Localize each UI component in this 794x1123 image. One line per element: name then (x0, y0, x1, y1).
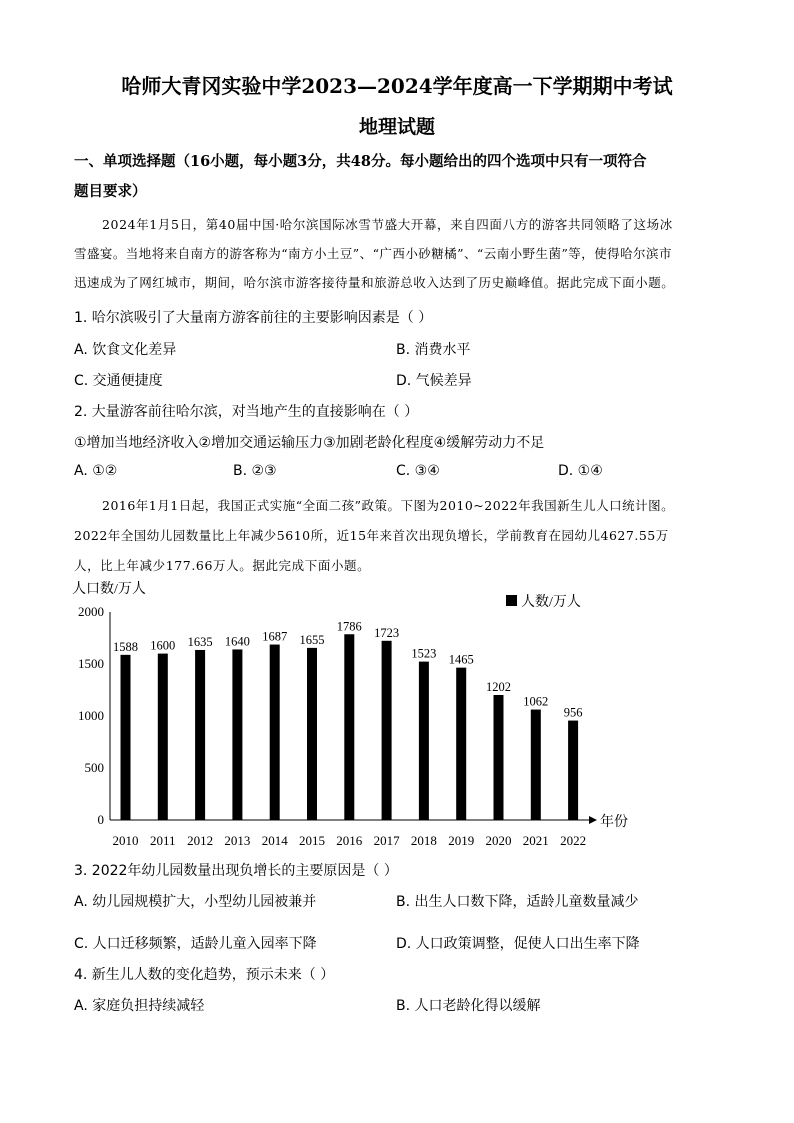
y-tick-label: 0 (97, 812, 104, 827)
x-tick-label: 2021 (522, 833, 549, 848)
x-axis-label: 年份 (600, 815, 628, 830)
question-3-stem: 3. 2022年幼儿园数量出现负增长的主要原因是（ ） (74, 863, 398, 879)
passage1-line: 迅速成为了网红城市，期间，哈尔滨市游客接待量和旅游总收入达到了历史巅峰值。据此完成下面小题。 (74, 275, 675, 290)
bar-2022 (568, 721, 578, 820)
data-label-2016: 1786 (336, 619, 362, 634)
bar-2014 (270, 645, 280, 820)
q1-option-b[interactable]: B. 消费水平 (396, 342, 471, 358)
q3-option-a[interactable]: A. 幼儿园规模扩大，小型幼儿园被兼并 (74, 894, 317, 910)
x-tick-label: 2020 (485, 833, 512, 848)
y-tick-label: 500 (84, 760, 104, 775)
q2-option-d[interactable]: D. ①④ (558, 463, 603, 479)
section-heading-cont: 题目要求） (74, 183, 147, 200)
q2-option-b[interactable]: B. ②③ (233, 463, 277, 479)
data-label-2017: 1723 (374, 625, 400, 640)
x-tick-label: 2014 (261, 833, 288, 848)
passage1-line: 雪盛宴。当地将来自南方的游客称为“南方小土豆”、“广西小砂糖橘”、“云南小野生菌”等，使得哈尔滨市 (74, 246, 672, 261)
question-2-stem: 2. 大量游客前往哈尔滨，对当地产生的直接影响在（ ） (74, 404, 419, 420)
data-label-2010: 1588 (113, 639, 138, 654)
x-tick-label: 2011 (150, 833, 176, 848)
bar-2021 (531, 710, 541, 820)
question-4-stem: 4. 新生儿人数的变化趋势，预示未来（ ） (74, 967, 335, 983)
passage2-line: 2022年全国幼儿园数量比上年减少5610所，近15年来首次出现负增长，学前教育在园幼儿4627.55万 (74, 528, 669, 543)
y-tick-label: 1000 (78, 708, 104, 723)
page-title: 哈师大青冈实验中学2023—2024学年度高一下学期期中考试 (121, 74, 673, 98)
newborn-population-bar-chart (66, 578, 646, 850)
page-subtitle: 地理试题 (358, 116, 435, 138)
bar-2010 (121, 655, 131, 820)
q1-option-a[interactable]: A. 饮食文化差异 (74, 342, 177, 358)
y-tick-label: 2000 (78, 604, 104, 619)
passage2-line: 2016年1月1日起，我国正式实施“全面二孩”政策。下图为2010~2022年我国新生儿人口统计图。 (102, 498, 675, 513)
q2-option-a[interactable]: A. ①② (74, 463, 118, 479)
bar-2020 (494, 695, 504, 820)
data-label-2022: 956 (563, 705, 583, 720)
x-tick-label: 2018 (410, 833, 437, 848)
passage2-line: 人，比上年减少177.66万人。据此完成下面小题。 (74, 558, 371, 573)
bar-2012 (195, 650, 205, 820)
data-label-2019: 1465 (448, 652, 474, 667)
data-label-2013: 1640 (224, 634, 250, 649)
x-tick-label: 2022 (560, 833, 587, 848)
x-tick-label: 2010 (112, 833, 139, 848)
section-heading: 一、单项选择题（16小题，每小题3分，共48分。每小题给出的四个选项中只有一项符合 (74, 153, 647, 170)
bar-2019 (456, 668, 466, 820)
x-tick-label: 2019 (448, 833, 475, 848)
question-2-statements: ①增加当地经济收入②增加交通运输压力③加剧老龄化程度④缓解劳动力不足 (74, 435, 545, 451)
x-tick-label: 2016 (336, 833, 363, 848)
legend-label: 人数/万人 (521, 595, 581, 610)
bar-2013 (232, 649, 242, 820)
data-label-2018: 1523 (411, 646, 437, 661)
x-tick-label: 2012 (187, 833, 214, 848)
data-label-2012: 1635 (187, 634, 213, 649)
y-tick-label: 1500 (78, 656, 104, 671)
x-tick-label: 2017 (373, 833, 400, 848)
q1-option-d[interactable]: D. 气候差异 (396, 373, 472, 389)
q3-option-d[interactable]: D. 人口政策调整，促使人口出生率下降 (396, 936, 640, 952)
question-1-stem: 1. 哈尔滨吸引了大量南方游客前往的主要影响因素是（ ） (74, 310, 433, 326)
q1-option-c[interactable]: C. 交通便捷度 (74, 373, 163, 389)
x-tick-label: 2013 (224, 833, 251, 848)
data-label-2021: 1062 (523, 694, 549, 709)
q2-option-c[interactable]: C. ③④ (396, 463, 440, 479)
x-tick-label: 2015 (299, 833, 325, 848)
bar-2011 (158, 654, 168, 820)
y-axis-label: 人口数/万人 (72, 582, 146, 597)
bar-2015 (307, 648, 317, 820)
q3-option-c[interactable]: C. 人口迁移频繁，适龄儿童入园率下降 (74, 936, 317, 952)
bar-2017 (382, 641, 392, 820)
chart-legend (506, 593, 581, 610)
legend-swatch (506, 595, 517, 606)
q4-option-b[interactable]: B. 人口老龄化得以缓解 (396, 998, 541, 1014)
x-axis-arrow (589, 816, 597, 824)
data-label-2014: 1687 (262, 629, 288, 644)
data-label-2015: 1655 (299, 632, 325, 647)
data-label-2020: 1202 (486, 679, 511, 694)
bar-2018 (419, 662, 429, 820)
data-label-2011: 1600 (150, 638, 176, 653)
q4-option-a[interactable]: A. 家庭负担持续减轻 (74, 998, 205, 1014)
bar-2016 (344, 634, 354, 820)
passage1-line: 2024年1月5日，第40届中国·哈尔滨国际冰雪节盛大开幕，来自四面八方的游客共同领略了这场冰 (102, 217, 673, 232)
q3-option-b[interactable]: B. 出生人口数下降，适龄儿童数量减少 (396, 894, 639, 910)
